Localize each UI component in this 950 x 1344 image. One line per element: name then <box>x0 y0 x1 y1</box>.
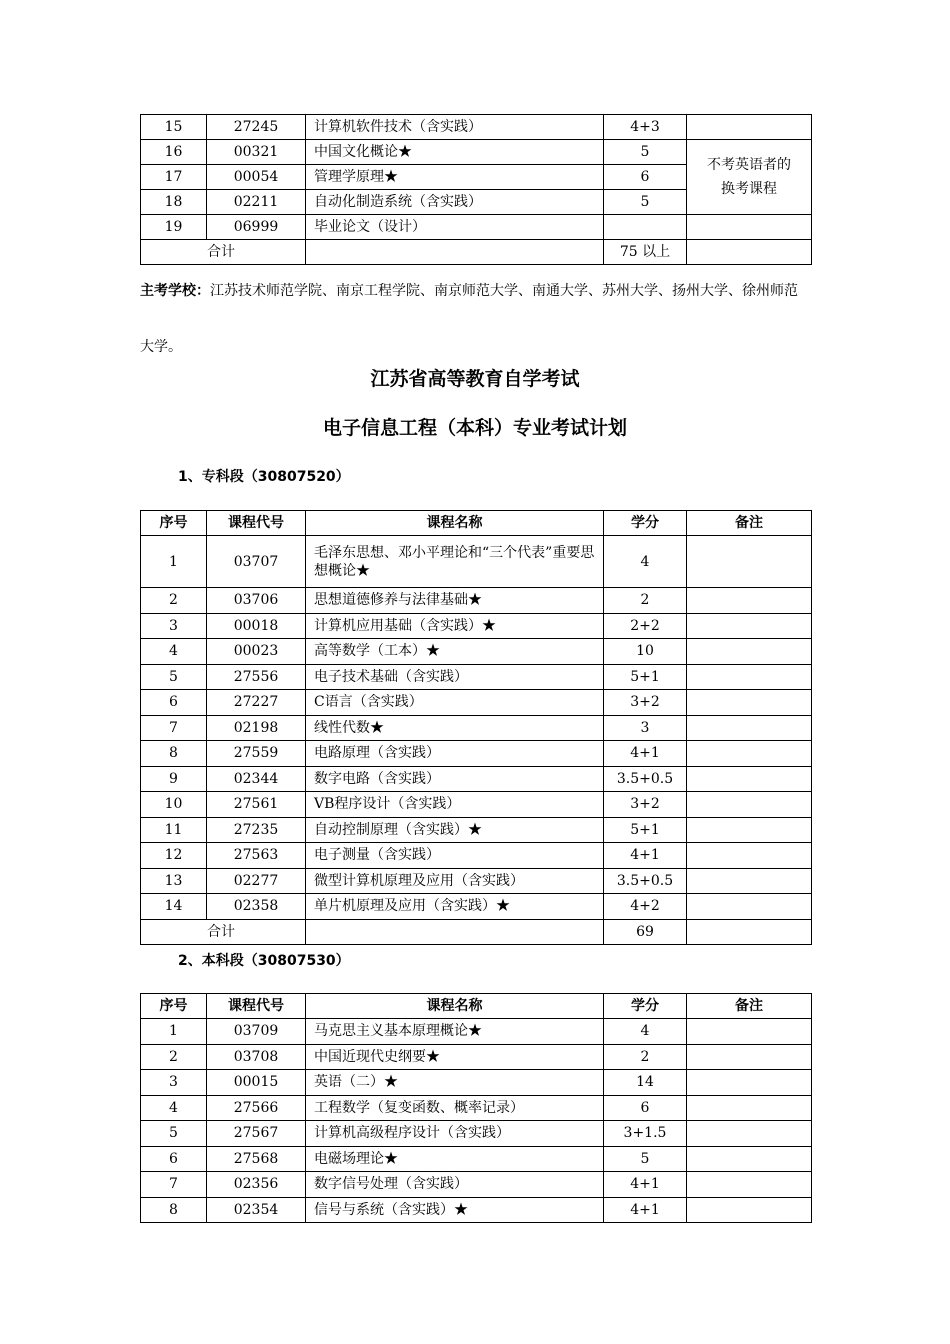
cell-credit: 3.5+0.5 <box>604 766 687 792</box>
cell-code: 27227 <box>207 690 306 716</box>
cell-remark <box>687 1121 812 1147</box>
cell-remark <box>687 1019 812 1045</box>
cell-remark <box>687 588 812 614</box>
cell-code: 27568 <box>207 1146 306 1172</box>
cell-code: 27556 <box>207 664 306 690</box>
cell-no: 3 <box>141 613 207 639</box>
cell-code: 03706 <box>207 588 306 614</box>
cell-code: 02211 <box>207 190 306 215</box>
cell-name: 毛泽东思想、邓小平理论和“三个代表”重要思想概论★ <box>306 536 604 588</box>
cell-credit: 6 <box>604 1095 687 1121</box>
cell-code: 27563 <box>207 843 306 869</box>
table-row <box>141 1172 812 1198</box>
page-title: 江苏省高等教育自学考试 <box>370 368 580 390</box>
cell-remark <box>687 690 812 716</box>
page-subtitle: 电子信息工程（本科）专业考试计划 <box>322 417 627 439</box>
cell-remark <box>687 715 812 741</box>
cell-name: 自动化制造系统（含实践） <box>306 190 604 215</box>
cell-code: 03709 <box>207 1019 306 1045</box>
cell-name: 计算机应用基础（含实践）★ <box>306 613 604 639</box>
cell-credit: 5 <box>604 190 687 215</box>
total-value: 69 <box>604 919 687 944</box>
table-row <box>141 536 812 588</box>
cell-credit: 4+3 <box>604 115 687 140</box>
cell-name: 微型计算机原理及应用（含实践） <box>306 868 604 894</box>
cell-remark <box>687 894 812 920</box>
total-label: 合计 <box>141 240 306 265</box>
cell-remark <box>687 741 812 767</box>
section-heading-associate: 1、专科段（30807520） <box>178 469 350 485</box>
cell-code: 00018 <box>207 613 306 639</box>
cell-name: 电子测量（含实践） <box>306 843 604 869</box>
cell-name: 电磁场理论★ <box>306 1146 604 1172</box>
cell-remark <box>687 919 812 944</box>
cell-no: 7 <box>141 715 207 741</box>
cell-remark <box>687 240 812 265</box>
table-row <box>141 766 812 792</box>
header-remark: 备注 <box>687 994 812 1019</box>
cell-credit: 3.5+0.5 <box>604 868 687 894</box>
cell-no: 15 <box>141 115 207 140</box>
cell-name: 毕业论文（设计） <box>306 215 604 240</box>
cell-name <box>306 919 604 944</box>
cell-code: 00054 <box>207 165 306 190</box>
cell-no: 18 <box>141 190 207 215</box>
cell-no: 11 <box>141 817 207 843</box>
cell-credit: 4+1 <box>604 1197 687 1223</box>
cell-name: 高等数学（工本）★ <box>306 639 604 665</box>
table-row <box>141 690 812 716</box>
cell-no: 4 <box>141 1095 207 1121</box>
cell-credit: 14 <box>604 1070 687 1096</box>
cell-name: 数字电路（含实践） <box>306 766 604 792</box>
table-row <box>141 1019 812 1045</box>
cell-credit: 4 <box>604 536 687 588</box>
cell-credit <box>604 215 687 240</box>
cell-remark <box>687 1197 812 1223</box>
exam-schools-text: 江苏技术师范学院、南京工程学院、南京师范大学、南通大学、苏州大学、扬州大学、徐州师范大学。 <box>140 283 798 355</box>
cell-remark <box>687 215 812 240</box>
table-row <box>141 1121 812 1147</box>
remark-line: 不考英语者的 <box>707 157 791 173</box>
header-no: 序号 <box>141 994 207 1019</box>
cell-credit: 4+2 <box>604 894 687 920</box>
cell-code: 02198 <box>207 715 306 741</box>
cell-remark <box>687 1146 812 1172</box>
cell-code: 03708 <box>207 1044 306 1070</box>
cell-credit: 5+1 <box>604 817 687 843</box>
cell-name: 计算机软件技术（含实践） <box>306 115 604 140</box>
cell-code: 27561 <box>207 792 306 818</box>
cell-name: 单片机原理及应用（含实践）★ <box>306 894 604 920</box>
cell-credit: 4+1 <box>604 843 687 869</box>
cell-code: 02344 <box>207 766 306 792</box>
cell-no: 6 <box>141 1146 207 1172</box>
table-row <box>141 1197 812 1223</box>
table-row <box>141 140 812 165</box>
cell-credit: 2 <box>604 1044 687 1070</box>
total-row <box>141 240 812 265</box>
table-row <box>141 868 812 894</box>
cell-code: 06999 <box>207 215 306 240</box>
cell-name: 计算机高级程序设计（含实践） <box>306 1121 604 1147</box>
cell-no: 6 <box>141 690 207 716</box>
cell-credit: 5+1 <box>604 664 687 690</box>
cell-credit: 4+1 <box>604 1172 687 1198</box>
cell-no: 7 <box>141 1172 207 1198</box>
cell-credit: 6 <box>604 165 687 190</box>
cell-remark <box>687 639 812 665</box>
table-row <box>141 639 812 665</box>
table-row <box>141 792 812 818</box>
cell-name: VB程序设计（含实践） <box>306 792 604 818</box>
table-row <box>141 613 812 639</box>
header-no: 序号 <box>141 511 207 536</box>
cell-no: 17 <box>141 165 207 190</box>
cell-code: 00015 <box>207 1070 306 1096</box>
cell-credit: 3+2 <box>604 792 687 818</box>
cell-no: 5 <box>141 664 207 690</box>
top-course-table <box>140 114 812 265</box>
cell-code: 27245 <box>207 115 306 140</box>
total-value: 75 以上 <box>604 240 687 265</box>
cell-no: 2 <box>141 1044 207 1070</box>
cell-name: 电子技术基础（含实践） <box>306 664 604 690</box>
cell-credit: 3+1.5 <box>604 1121 687 1147</box>
cell-no: 4 <box>141 639 207 665</box>
table-row <box>141 215 812 240</box>
cell-code: 00321 <box>207 140 306 165</box>
table-row <box>141 115 812 140</box>
cell-remark <box>687 536 812 588</box>
table-row <box>141 1095 812 1121</box>
cell-remark <box>687 664 812 690</box>
cell-remark-merged <box>687 140 812 215</box>
table-row <box>141 741 812 767</box>
cell-name: 信号与系统（含实践）★ <box>306 1197 604 1223</box>
total-label: 合计 <box>141 919 306 944</box>
cell-remark <box>687 613 812 639</box>
cell-remark <box>687 1095 812 1121</box>
cell-credit: 10 <box>604 639 687 665</box>
cell-code: 03707 <box>207 536 306 588</box>
header-code: 课程代号 <box>207 994 306 1019</box>
header-credit: 学分 <box>604 994 687 1019</box>
cell-no: 5 <box>141 1121 207 1147</box>
cell-remark <box>687 766 812 792</box>
header-remark: 备注 <box>687 511 812 536</box>
cell-code: 02356 <box>207 1172 306 1198</box>
cell-name: 数字信号处理（含实践） <box>306 1172 604 1198</box>
table-row <box>141 894 812 920</box>
cell-credit: 2+2 <box>604 613 687 639</box>
cell-credit: 4+1 <box>604 741 687 767</box>
cell-remark <box>687 1044 812 1070</box>
cell-code: 27559 <box>207 741 306 767</box>
cell-name: 管理学原理★ <box>306 165 604 190</box>
cell-no: 19 <box>141 215 207 240</box>
cell-name: 马克思主义基本原理概论★ <box>306 1019 604 1045</box>
exam-schools <box>140 263 810 375</box>
cell-credit: 3 <box>604 715 687 741</box>
table-row <box>141 817 812 843</box>
cell-name: 思想道德修养与法律基础★ <box>306 588 604 614</box>
cell-remark <box>687 792 812 818</box>
cell-name: C语言（含实践） <box>306 690 604 716</box>
cell-credit: 3+2 <box>604 690 687 716</box>
cell-name: 自动控制原理（含实践）★ <box>306 817 604 843</box>
cell-code: 02358 <box>207 894 306 920</box>
cell-name: 中国近现代史纲要★ <box>306 1044 604 1070</box>
cell-name: 英语（二）★ <box>306 1070 604 1096</box>
cell-credit: 5 <box>604 1146 687 1172</box>
table-row <box>141 1070 812 1096</box>
cell-remark <box>687 868 812 894</box>
cell-no: 12 <box>141 843 207 869</box>
cell-no: 10 <box>141 792 207 818</box>
header-credit: 学分 <box>604 511 687 536</box>
exam-schools-label: 主考学校： <box>140 283 210 299</box>
cell-no: 2 <box>141 588 207 614</box>
cell-code: 27235 <box>207 817 306 843</box>
cell-code: 27567 <box>207 1121 306 1147</box>
cell-name <box>306 240 604 265</box>
cell-credit: 4 <box>604 1019 687 1045</box>
cell-remark <box>687 115 812 140</box>
total-row <box>141 919 812 944</box>
bachelor-course-table <box>140 993 812 1223</box>
table-row <box>141 1044 812 1070</box>
cell-no: 14 <box>141 894 207 920</box>
cell-no: 8 <box>141 1197 207 1223</box>
associate-course-table <box>140 510 812 945</box>
cell-name: 中国文化概论★ <box>306 140 604 165</box>
cell-no: 1 <box>141 536 207 588</box>
remark-line: 换考课程 <box>721 181 777 197</box>
cell-code: 02277 <box>207 868 306 894</box>
cell-no: 13 <box>141 868 207 894</box>
cell-remark <box>687 817 812 843</box>
section-heading-bachelor: 2、本科段（30807530） <box>178 953 350 969</box>
header-name: 课程名称 <box>306 511 604 536</box>
cell-name: 电路原理（含实践） <box>306 741 604 767</box>
cell-no: 8 <box>141 741 207 767</box>
table-row <box>141 664 812 690</box>
table-header-row <box>141 511 812 536</box>
cell-code: 00023 <box>207 639 306 665</box>
table-row <box>141 588 812 614</box>
table-header-row <box>141 994 812 1019</box>
table-row <box>141 843 812 869</box>
cell-no: 16 <box>141 140 207 165</box>
cell-code: 02354 <box>207 1197 306 1223</box>
cell-name: 线性代数★ <box>306 715 604 741</box>
header-name: 课程名称 <box>306 994 604 1019</box>
table-row <box>141 1146 812 1172</box>
cell-remark <box>687 843 812 869</box>
cell-no: 9 <box>141 766 207 792</box>
cell-no: 1 <box>141 1019 207 1045</box>
table-row <box>141 715 812 741</box>
cell-remark <box>687 1172 812 1198</box>
cell-credit: 5 <box>604 140 687 165</box>
cell-no: 3 <box>141 1070 207 1096</box>
cell-name: 工程数学（复变函数、概率记录） <box>306 1095 604 1121</box>
cell-code: 27566 <box>207 1095 306 1121</box>
cell-remark <box>687 1070 812 1096</box>
header-code: 课程代号 <box>207 511 306 536</box>
cell-credit: 2 <box>604 588 687 614</box>
